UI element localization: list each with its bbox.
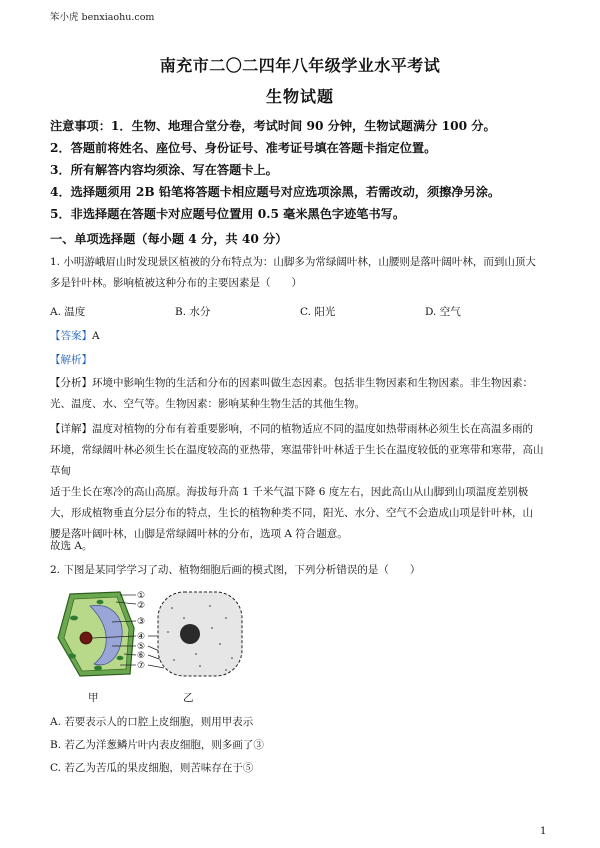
chloroplast xyxy=(117,656,124,660)
label-6: ⑥ xyxy=(137,651,146,661)
q2-option-a: A. 若要表示人的口腔上皮细胞，则用甲表示 xyxy=(50,716,254,728)
answer-value: A xyxy=(92,330,100,342)
label-7: ⑦ xyxy=(137,661,146,671)
label-3: ③ xyxy=(137,617,146,627)
q1-xiangjie xyxy=(50,419,550,545)
xiangjie-tag: 【详解】 xyxy=(50,423,92,435)
answer-tag: 【答案】 xyxy=(50,330,92,342)
fenxi-line-1: 环境中影响生物的生活和分布的因素叫做生态因素。包括非生物因素和生物因素。非生物因素： xyxy=(92,377,533,389)
q1-option-b: B. 水分 xyxy=(175,306,211,318)
label-5: ⑤ xyxy=(137,642,146,652)
q1-option-d: D. 空气 xyxy=(425,306,461,318)
cell-diagram xyxy=(50,588,250,698)
chloroplast xyxy=(70,616,78,621)
label-1: ① xyxy=(137,591,146,601)
question-2-stem xyxy=(50,560,550,581)
label-2: ② xyxy=(137,601,146,611)
caption-right: 乙 xyxy=(183,692,194,704)
chloroplast xyxy=(97,600,104,604)
note-line-4: 4．选择题须用 2B 铅笔将答题卡相应题号对应选项涂黑，若需改动，须擦净另涂。 xyxy=(50,185,501,199)
note-line-3: 3．所有解答内容均须涂、写在答题卡上。 xyxy=(50,163,278,177)
page-number: 1 xyxy=(540,826,547,837)
watermark: 笨小虎 benxiaohu.com xyxy=(50,12,155,23)
note-line-1: 注意事项：1．生物、地理合堂分卷，考试时间 90 分钟，生物试题满分 100 分。 xyxy=(50,119,496,133)
xiangjie-line-3: 适于生长在寒冷的高山高原。海拔每升高 1 千米气温下降 6 度左右，因此高山从山脚到山项温度差别极 xyxy=(50,486,529,498)
xiangjie-line-4: 大，形成植物垂直分层分布的特点，生长的植物种类不同，阳光、水分、空气不会造成山项是针叶林，山 xyxy=(50,507,533,519)
q1-option-a: A. 温度 xyxy=(50,306,86,318)
animal-cell xyxy=(158,592,242,676)
animal-nucleus xyxy=(180,624,200,644)
q1-options xyxy=(50,304,550,319)
question-1 xyxy=(50,252,550,294)
caption-left: 甲 xyxy=(88,692,99,704)
plant-cell xyxy=(58,592,134,676)
nucleus xyxy=(80,632,92,644)
chloroplast xyxy=(94,666,102,671)
q1-stem-line-2: 多是针叶林。影响植被这种分布的主要因素是（ ） xyxy=(50,277,302,289)
xiangjie-line-1: 温度对植物的分布有着重要影响，不同的植物适应不同的温度如热带雨林必须生长在高温多雨的 xyxy=(92,423,533,435)
q2-option-c: C. 若乙为苦瓜的果皮细胞，则苦味存在于⑤ xyxy=(50,762,254,774)
note-line-2: 2．答题前将姓名、座位号、身份证号、准考证号填在答题卡指定位置。 xyxy=(50,141,437,155)
label-4: ④ xyxy=(137,632,146,642)
q1-option-c: C. 阳光 xyxy=(300,306,336,318)
analysis-tag: 【解析】 xyxy=(50,354,92,366)
xiangjie-line-5: 腰是落叶阔叶林，山脚是常绿阔叶林的分布，选项 A 符合题意。 xyxy=(50,528,348,540)
q1-answer xyxy=(50,328,100,343)
note-line-5: 5．非选择题在答题卡对应题号位置用 0.5 毫米黑色字迹笔书写。 xyxy=(50,207,406,221)
q1-stem-line-1: 1. 小明游峨眉山时发现景区植被的分布特点为：山脚多为常绿阔叶林，山腰则是落叶阔叶林，而到山顶大 xyxy=(50,256,536,268)
page-title: 南充市二〇二四年八年级学业水平考试 xyxy=(159,56,441,75)
fenxi-line-2: 光、温度、水、空气等。生物因素：影响某种生物生活的其他生物。 xyxy=(50,398,365,410)
q1-fenxi xyxy=(50,373,550,415)
page-subtitle: 生物试题 xyxy=(265,87,334,106)
chloroplast xyxy=(68,654,76,659)
fenxi-tag: 【分析】 xyxy=(50,377,92,389)
q2-stem-text: 2. 下图是某同学学习了动、植物细胞后画的模式图，下列分析错误的是（ ） xyxy=(50,564,421,576)
q2-option-b: B. 若乙为洋葱鳞片叶内表皮细胞，则多画了③ xyxy=(50,739,264,751)
section-title: 一、单项选择题（每小题 4 分，共 40 分） xyxy=(50,232,288,246)
q1-conclusion: 故选 A。 xyxy=(50,540,93,552)
xiangjie-line-2: 环境，常绿阔叶林必须生长在温度较高的亚热带，寒温带针叶林适于生长在温度较低的亚寒带和寒带，高山草甸 xyxy=(50,444,544,477)
q1-analysis-tag xyxy=(50,352,92,367)
